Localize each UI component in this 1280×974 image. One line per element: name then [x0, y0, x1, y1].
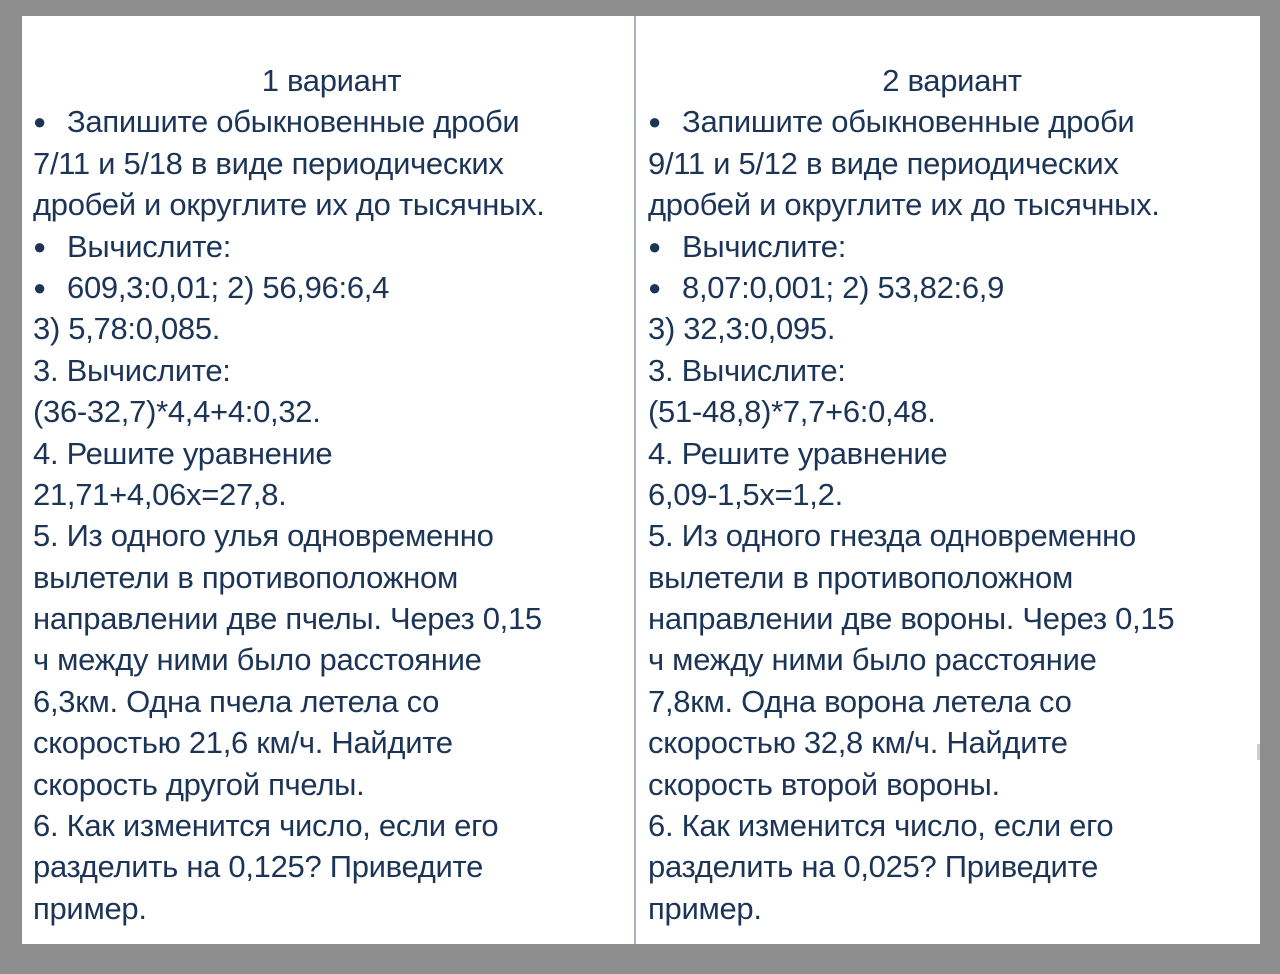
text-line	[648, 846, 1256, 887]
line-text: разделить на 0,025? Приведите	[648, 849, 1099, 885]
text-line	[33, 598, 630, 639]
text-line	[33, 764, 630, 805]
line-text: пример.	[33, 890, 147, 926]
line-text: 21,71+4,06х=27,8.	[33, 476, 287, 512]
text-line	[33, 184, 630, 225]
text-line	[33, 101, 630, 142]
line-text: 3. Вычислите:	[648, 352, 846, 388]
variant-2-column	[636, 16, 1260, 944]
line-text: 4. Решите уравнение	[33, 435, 333, 471]
variant-1-lines	[33, 101, 630, 929]
line-text: 609,3:0,01; 2) 56,96:6,4	[67, 269, 390, 305]
line-text: (36-32,7)*4,4+4:0,32.	[33, 394, 321, 430]
line-text: 4. Решите уравнение	[648, 435, 948, 471]
text-line	[33, 722, 630, 763]
text-line	[33, 226, 630, 267]
text-line	[648, 888, 1256, 929]
line-text: 7,8км. Одна ворона летела со	[648, 683, 1072, 719]
text-line	[33, 391, 630, 432]
text-line	[33, 350, 630, 391]
line-text: Вычислите:	[67, 228, 232, 264]
line-text: вылетели в противоположном	[33, 559, 458, 595]
text-line	[648, 764, 1256, 805]
line-text: 5. Из одного улья одновременно	[33, 518, 494, 554]
bullet-icon: ●	[648, 274, 662, 300]
line-text: направлении две пчелы. Через 0,15	[33, 601, 542, 637]
text-line	[33, 308, 630, 349]
line-text: 3) 32,3:0,095.	[648, 311, 836, 347]
text-line	[648, 474, 1256, 515]
line-text: 6,3км. Одна пчела летела со	[33, 683, 440, 719]
text-line	[33, 143, 630, 184]
text-line	[33, 888, 630, 929]
variant-1-title: 1 вариант	[261, 63, 402, 98]
line-text: дробей и округлите их до тысячных.	[648, 187, 1160, 223]
edge-mark	[1257, 744, 1260, 760]
text-line	[33, 846, 630, 887]
variant-1-column	[22, 16, 634, 944]
line-text: 3. Вычислите:	[33, 352, 231, 388]
text-line	[648, 639, 1256, 680]
line-text: ч между ними было расстояние	[33, 642, 482, 678]
text-line	[648, 557, 1256, 598]
line-text: 6. Как изменится число, если его	[648, 808, 1114, 844]
line-text: скорость другой пчелы.	[33, 766, 365, 802]
text-line	[648, 184, 1256, 225]
text-line	[33, 639, 630, 680]
line-text: направлении две вороны. Через 0,15	[648, 601, 1175, 637]
text-line	[648, 515, 1256, 556]
line-text: ч между ними было расстояние	[648, 642, 1097, 678]
line-text: 6,09-1,5х=1,2.	[648, 476, 843, 512]
line-text: Запишите обыкновенные дроби	[682, 104, 1135, 140]
text-line	[648, 722, 1256, 763]
text-line	[33, 681, 630, 722]
text-line	[33, 267, 630, 308]
line-text: пример.	[648, 890, 762, 926]
text-line	[648, 805, 1256, 846]
bullet-icon: ●	[33, 233, 46, 259]
text-line	[648, 308, 1256, 349]
variant-2-lines	[648, 101, 1256, 929]
text-line	[648, 681, 1256, 722]
text-line	[648, 433, 1256, 474]
line-text: (51-48,8)*7,7+6:0,48.	[648, 394, 936, 430]
line-text: вылетели в противоположном	[648, 559, 1073, 595]
line-text: разделить на 0,125? Приведите	[33, 849, 484, 885]
text-line	[648, 143, 1256, 184]
line-text: 8,07:0,001; 2) 53,82:6,9	[682, 269, 1005, 305]
text-line	[648, 598, 1256, 639]
bullet-icon: ●	[648, 109, 662, 135]
line-text: 9/11 и 5/12 в виде периодических	[648, 145, 1119, 181]
line-text: Вычислите:	[682, 228, 847, 264]
line-text: дробей и округлите их до тысячных.	[33, 187, 545, 223]
line-text: скоростью 21,6 км/ч. Найдите	[33, 725, 453, 761]
text-line	[33, 805, 630, 846]
line-text: 3) 5,78:0,085.	[33, 311, 221, 347]
worksheet	[22, 16, 1260, 944]
text-line	[648, 391, 1256, 432]
text-line	[33, 474, 630, 515]
text-line	[648, 101, 1256, 142]
text-line	[648, 226, 1256, 267]
text-line	[33, 557, 630, 598]
bullet-icon: ●	[33, 274, 46, 300]
line-text: 6. Как изменится число, если его	[33, 808, 499, 844]
bullet-icon: ●	[648, 233, 662, 259]
line-text: скоростью 32,8 км/ч. Найдите	[648, 725, 1068, 761]
line-text: скорость второй вороны.	[648, 766, 1000, 802]
text-line	[33, 515, 630, 556]
bullet-icon: ●	[33, 109, 46, 135]
text-line	[648, 350, 1256, 391]
variant-2-title: 2 вариант	[882, 63, 1022, 98]
line-text: 7/11 и 5/18 в виде периодических	[33, 145, 504, 181]
line-text: 5. Из одного гнезда одновременно	[648, 518, 1136, 554]
text-line	[648, 267, 1256, 308]
text-line	[33, 433, 630, 474]
line-text: Запишите обыкновенные дроби	[67, 104, 520, 140]
